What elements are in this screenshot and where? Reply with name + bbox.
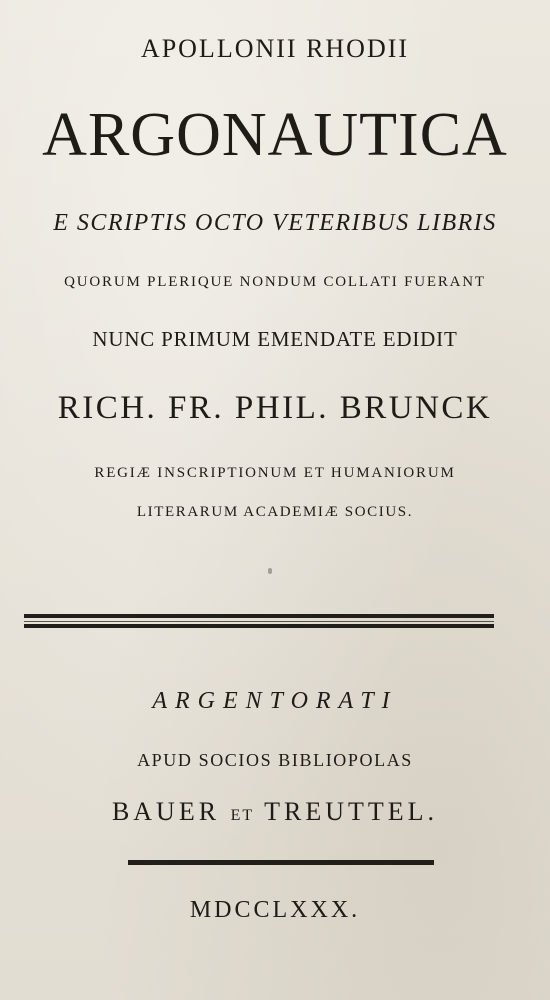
printer-name-2: TREUTTEL. — [264, 797, 439, 826]
imprint-apud: APUD SOCIOS BIBLIOPOLAS — [137, 750, 413, 770]
subtitle-sources: E SCRIPTIS OCTO VETERIBUS LIBRIS — [53, 210, 497, 236]
editor-affiliation-line-2: LITERARUM ACADEMIÆ SOCIUS. — [136, 504, 414, 520]
subtitle-collation: QUORUM PLERIQUE NONDUM COLLATI FUERANT — [64, 274, 486, 290]
double-rule-divider — [24, 614, 494, 628]
printer-name-1: BAUER — [111, 797, 221, 826]
ink-speck — [268, 568, 272, 574]
author-line: APOLLONII RHODII — [140, 34, 410, 63]
printer-conjunction: ET — [230, 807, 255, 824]
single-rule-divider — [128, 860, 434, 865]
subtitle-edition: NUNC PRIMUM EMENDATE EDIDIT — [92, 327, 458, 351]
imprint-place: ARGENTORATI — [152, 688, 398, 714]
book-title: ARGONAUTICA — [42, 101, 508, 169]
imprint-printers — [0, 799, 550, 825]
imprint-year: MDCCLXXX. — [189, 897, 361, 923]
editor-name: RICH. FR. PHIL. BRUNCK — [57, 390, 493, 426]
editor-affiliation-line-1: REGIÆ INSCRIPTIONUM ET HUMANIORUM — [94, 465, 456, 481]
